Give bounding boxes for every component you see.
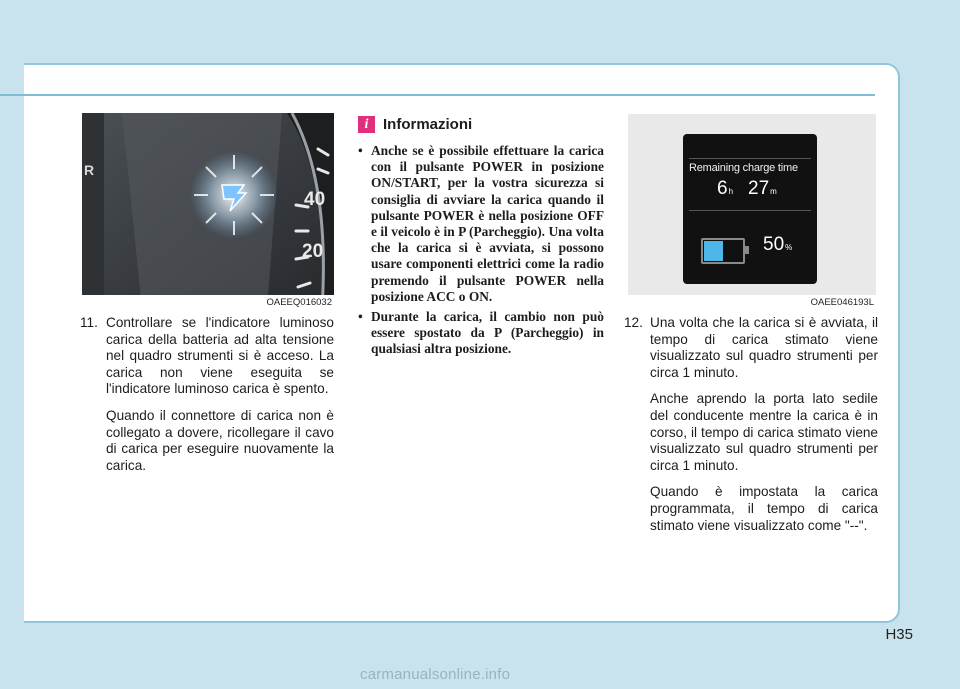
numbered-item-12: [624, 315, 878, 381]
minutes-unit: m: [770, 187, 777, 196]
bullet-text: Durante la carica, il cambio non può essere spostato da P (Parcheggio) in qualsiasi altra posizione.: [371, 309, 604, 357]
figure-label: OAEE046193L: [810, 297, 874, 308]
figure-charge-display: [628, 114, 876, 309]
info-bullet-1: [358, 143, 604, 305]
minutes-value: 27: [748, 178, 770, 199]
info-bullets: [358, 143, 604, 362]
figure-label: OAEEQ016032: [266, 297, 332, 308]
hours-value: 6: [717, 178, 728, 199]
percent-unit: %: [785, 243, 793, 252]
figure-cluster-lamp: [82, 113, 334, 309]
gauge-label-20: 20: [302, 241, 324, 262]
watermark: carmanualsonline.info: [360, 666, 511, 683]
header-rule: [0, 94, 875, 96]
bullet-marker: •: [358, 143, 363, 158]
info-icon: i: [358, 116, 375, 133]
battery-icon: [701, 238, 745, 264]
svg-text:R: R: [84, 162, 95, 178]
info-header: [358, 116, 472, 133]
cluster-screen: [683, 134, 817, 284]
percent-value: 50: [763, 234, 785, 255]
display-title: Remaining charge time: [689, 162, 798, 174]
paragraph: Anche aprendo la porta lato sedile del conducente mentre la carica è in corso, il tempo di carica stimato viene visualizzato sul quadro strumenti per circa 1 minuto.: [650, 391, 878, 473]
gauge-label-40: 40: [304, 189, 326, 210]
paragraph: Quando è impostata la carica programmata, il tempo di carica stimato viene visualizzato come "--".: [650, 484, 878, 533]
item-text: Controllare se l'indicatore luminoso carica della batteria ad alta tensione nel quadro strumenti si è acceso. La carica non viene eseguita se l'indicatore luminoso carica è spento.: [106, 315, 334, 397]
paragraph: Quando il connettore di carica non è collegato a dovere, ricollegare il cavo di carica per eseguire nuovamente la carica.: [106, 407, 334, 473]
bullet-text: Anche se è possibile effettuare la carica con il pulsante POWER in posizione ON/START, per la vostra sicurezza si consiglia di avviare la carica quando il pulsante POWER è nella posizione OFF e il veicolo è in P (Parcheggio). Una volta che la carica si è avviata, si possono usare componenti elettrici come la radio premendo il pulsante POWER nella posizione ACC o ON.: [371, 143, 604, 304]
item-number: 11.: [80, 315, 98, 330]
hours-unit: h: [728, 187, 734, 196]
info-title: Informazioni: [383, 116, 473, 133]
cluster-illustration: [82, 113, 334, 309]
column-right: [624, 315, 878, 534]
info-bullet-2: [358, 309, 604, 358]
bullet-marker: •: [358, 309, 363, 325]
item-text: Una volta che la carica si è avviata, il tempo di carica stimato viene visualizzato sul quadro strumenti per circa 1 minuto.: [650, 315, 878, 380]
numbered-item-11: [80, 315, 334, 398]
page-number: H35: [885, 626, 913, 643]
column-left: [80, 315, 334, 474]
item-number: 12.: [624, 315, 643, 330]
